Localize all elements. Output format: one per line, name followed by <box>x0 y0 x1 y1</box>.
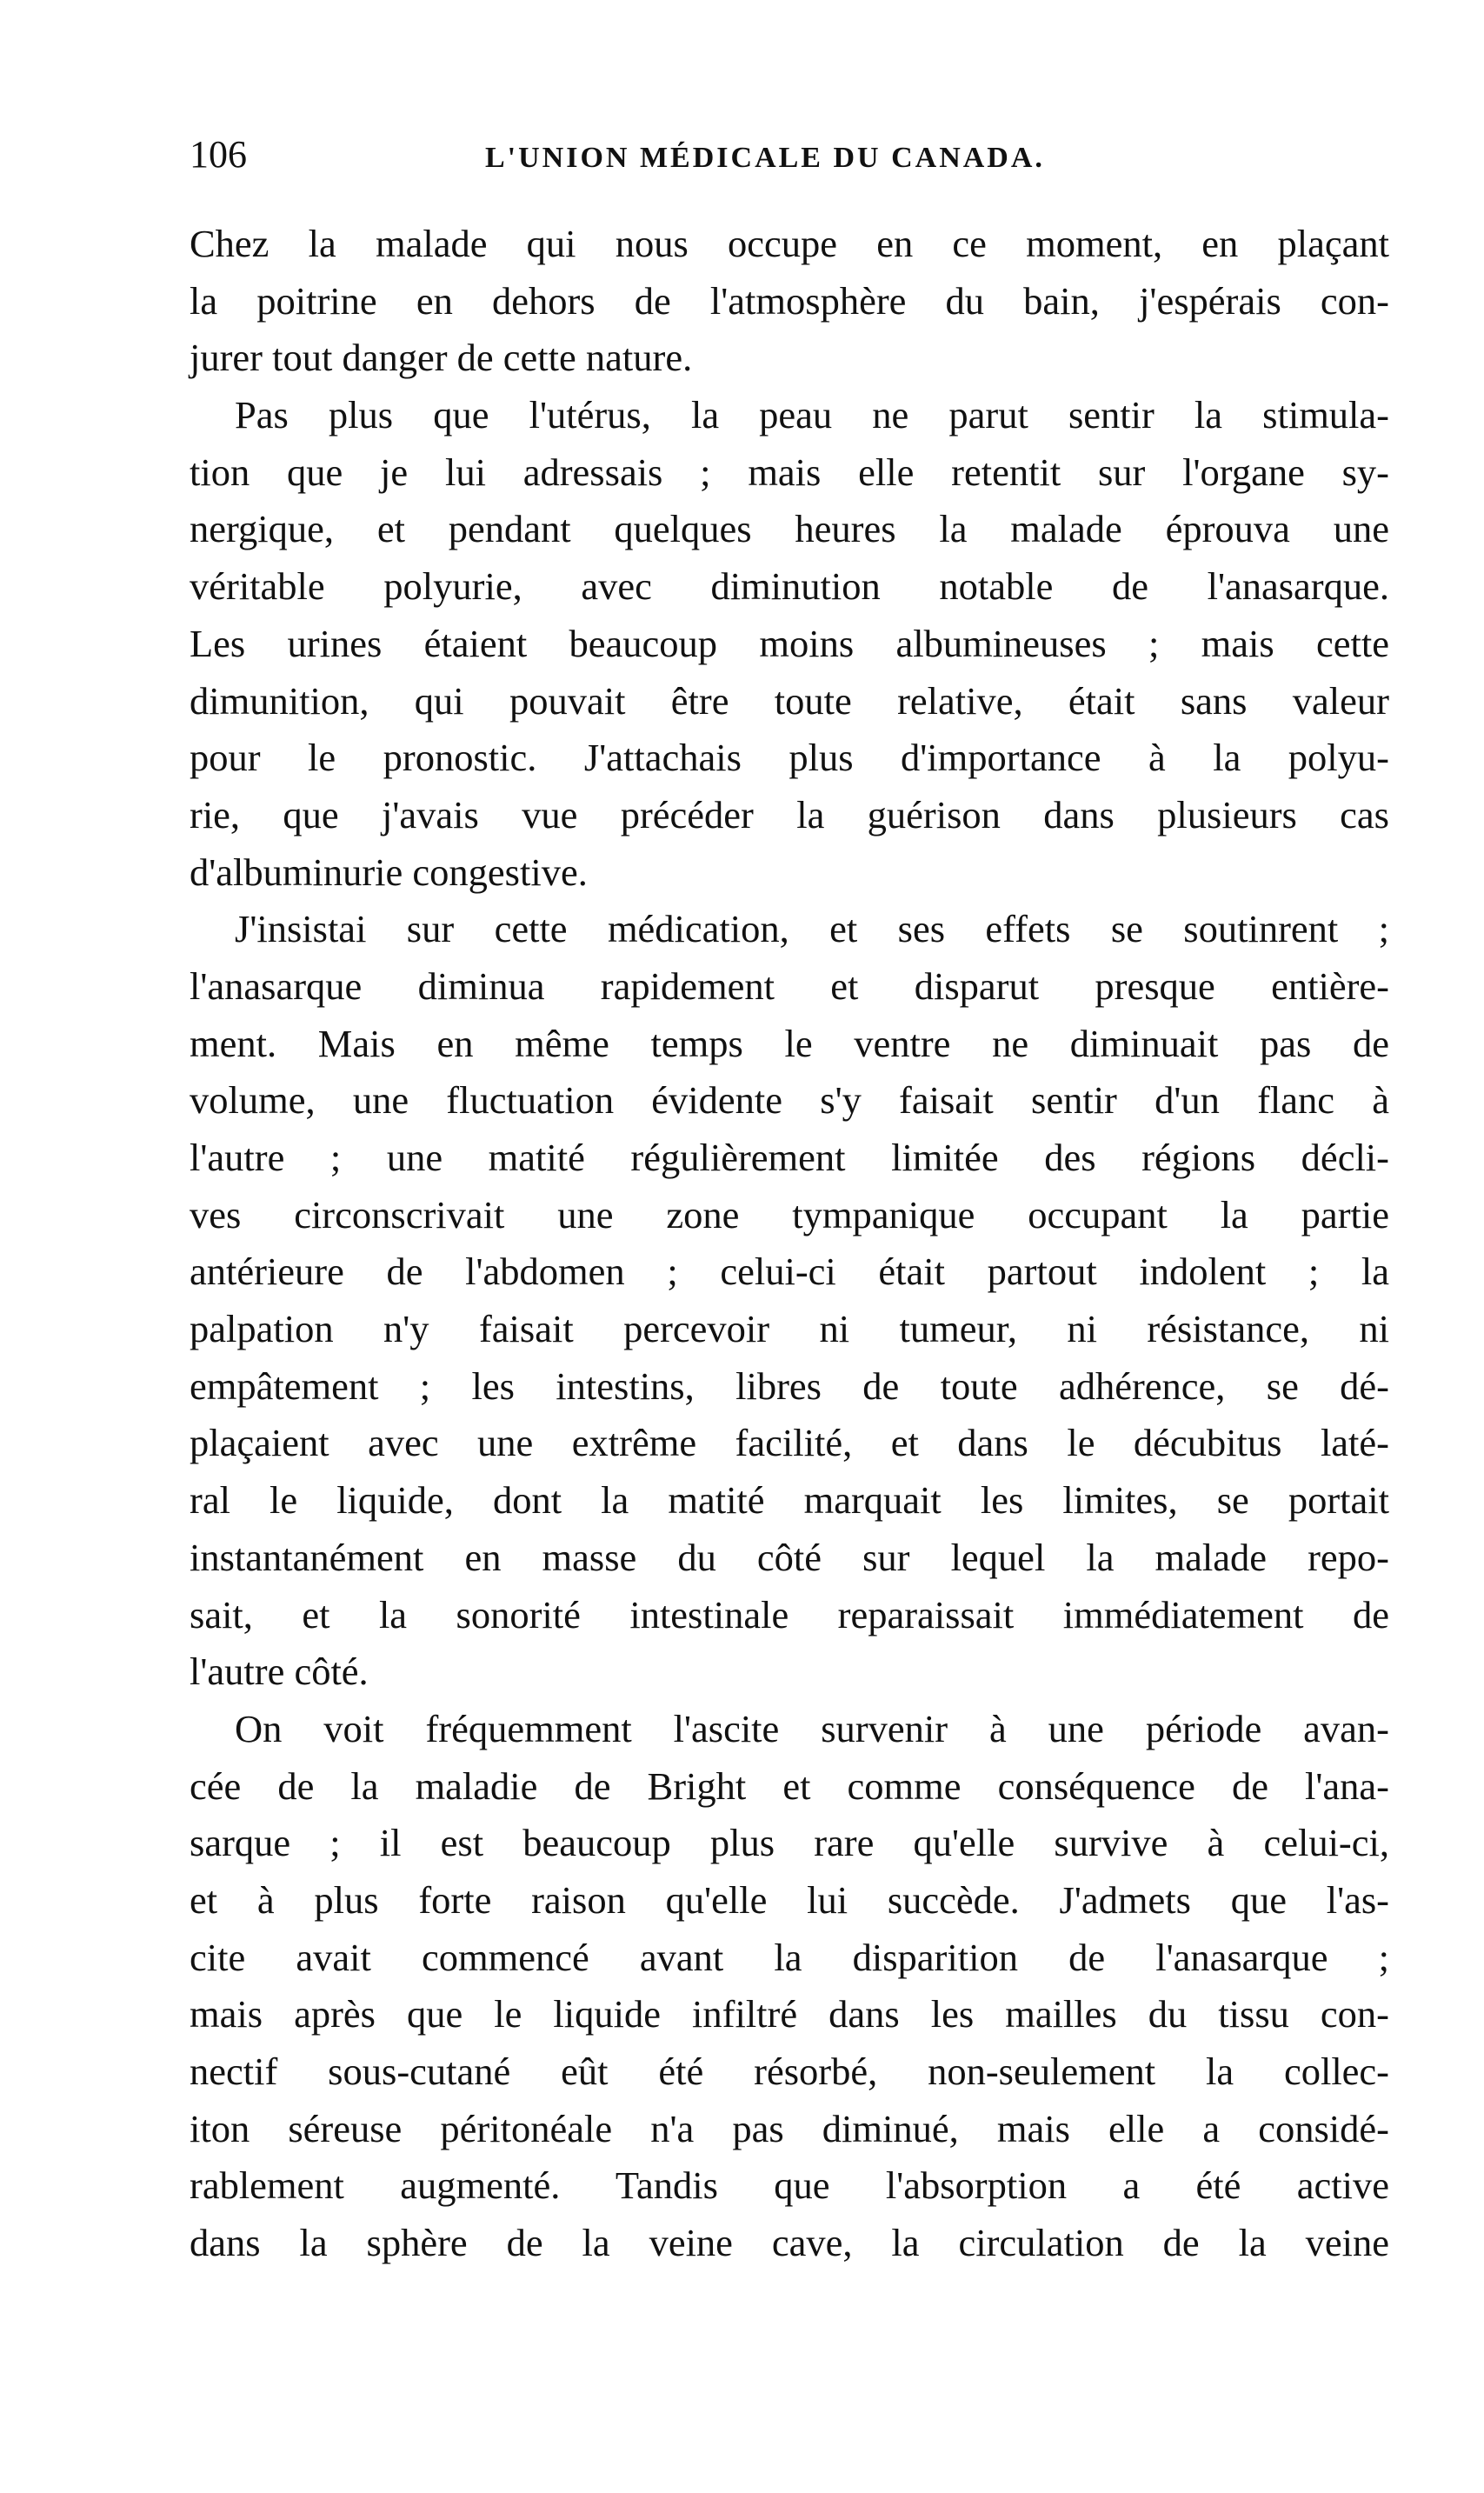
text-line: la poitrine en dehors de l'atmosphère du bain, j'espérais con- <box>190 278 1389 323</box>
body-text <box>190 216 1389 2272</box>
text-line: jurer tout danger de cette nature. <box>190 336 693 380</box>
text-line: ral le liquide, dont la matité marquait les limites, se portait <box>190 1478 1389 1523</box>
text-line: sarque ; il est beaucoup plus rare qu'elle survive à celui-ci, <box>190 1821 1389 1865</box>
text-line: ves circonscrivait une zone tympanique occupant la partie <box>190 1192 1389 1237</box>
text-line: l'autre côté. <box>190 1650 369 1694</box>
page-number: 106 <box>190 133 247 176</box>
text-line: rie, que j'avais vue précéder la guérison dans plusieurs cas <box>190 792 1389 837</box>
journal-title: L'UNION MÉDICALE DU CANADA. <box>485 142 1045 174</box>
text-line: Chez la malade qui nous occupe en ce moment, en plaçant <box>190 222 1389 265</box>
text-line: pour le pronostic. J'attachais plus d'importance à la polyu- <box>190 736 1389 780</box>
text-line: On voit fréquemment l'ascite survenir à une période avan- <box>235 1706 1389 1750</box>
text-line: et à plus forte raison qu'elle lui succède. J'admets que l'as- <box>190 1877 1389 1922</box>
text-line: palpation n'y faisait percevoir ni tumeur, ni résistance, ni <box>190 1307 1389 1351</box>
text-line: dans la sphère de la veine cave, la circulation de la veine <box>190 2221 1389 2265</box>
text-line: nectif sous-cutané eût été résorbé, non-seulement la collec- <box>190 2050 1389 2093</box>
text-line: mais après que le liquide infiltré dans les mailles du tissu con- <box>190 1992 1389 2036</box>
running-head <box>190 130 1389 179</box>
text-line: d'albuminurie congestive. <box>190 850 588 894</box>
text-line: l'autre ; une matité régulièrement limitée des régions décli- <box>190 1136 1389 1179</box>
text-line: sait, et la sonorité intestinale reparaissait immédiatement de <box>190 1592 1389 1636</box>
text-line: véritable polyurie, avec diminution notable de l'anasarque. <box>190 564 1389 609</box>
text-line: ment. Mais en même temps le ventre ne diminuait pas de <box>190 1021 1389 1065</box>
text-line: l'anasarque diminua rapidement et disparut presque entière- <box>190 963 1389 1008</box>
text-line: cée de la maladie de Bright et comme conséquence de l'ana- <box>190 1763 1389 1808</box>
text-line: nergique, et pendant quelques heures la malade éprouva une <box>190 507 1389 551</box>
text-line: iton séreuse péritonéale n'a pas diminué, mais elle a considé- <box>190 2106 1389 2150</box>
text-line: cite avait commencé avant la disparition de l'anasarque ; <box>190 1935 1389 1979</box>
text-line: Les urines étaient beaucoup moins albumineuses ; mais cette <box>190 621 1389 665</box>
text-line: antérieure de l'abdomen ; celui-ci était partout indolent ; la <box>190 1250 1389 1294</box>
text-line: Pas plus que l'utérus, la peau ne parut sentir la stimula- <box>235 393 1389 437</box>
text-line: empâtement ; les intestins, libres de toute adhérence, se dé- <box>190 1363 1389 1408</box>
text-line: tion que je lui adressais ; mais elle retentit sur l'organe sy- <box>190 450 1389 494</box>
text-line: rablement augmenté. Tandis que l'absorption a été active <box>190 2163 1389 2208</box>
text-line: J'insistai sur cette médication, et ses effets se soutinrent ; <box>235 907 1389 951</box>
text-line: dimunition, qui pouvait être toute relative, était sans valeur <box>190 678 1389 723</box>
text-line: instantanément en masse du côté sur lequel la malade repo- <box>190 1535 1389 1579</box>
text-line: plaçaient avec une extrême facilité, et dans le décubitus laté- <box>190 1421 1389 1465</box>
text-line: volume, une fluctuation évidente s'y faisait sentir d'un flanc à <box>190 1078 1389 1123</box>
